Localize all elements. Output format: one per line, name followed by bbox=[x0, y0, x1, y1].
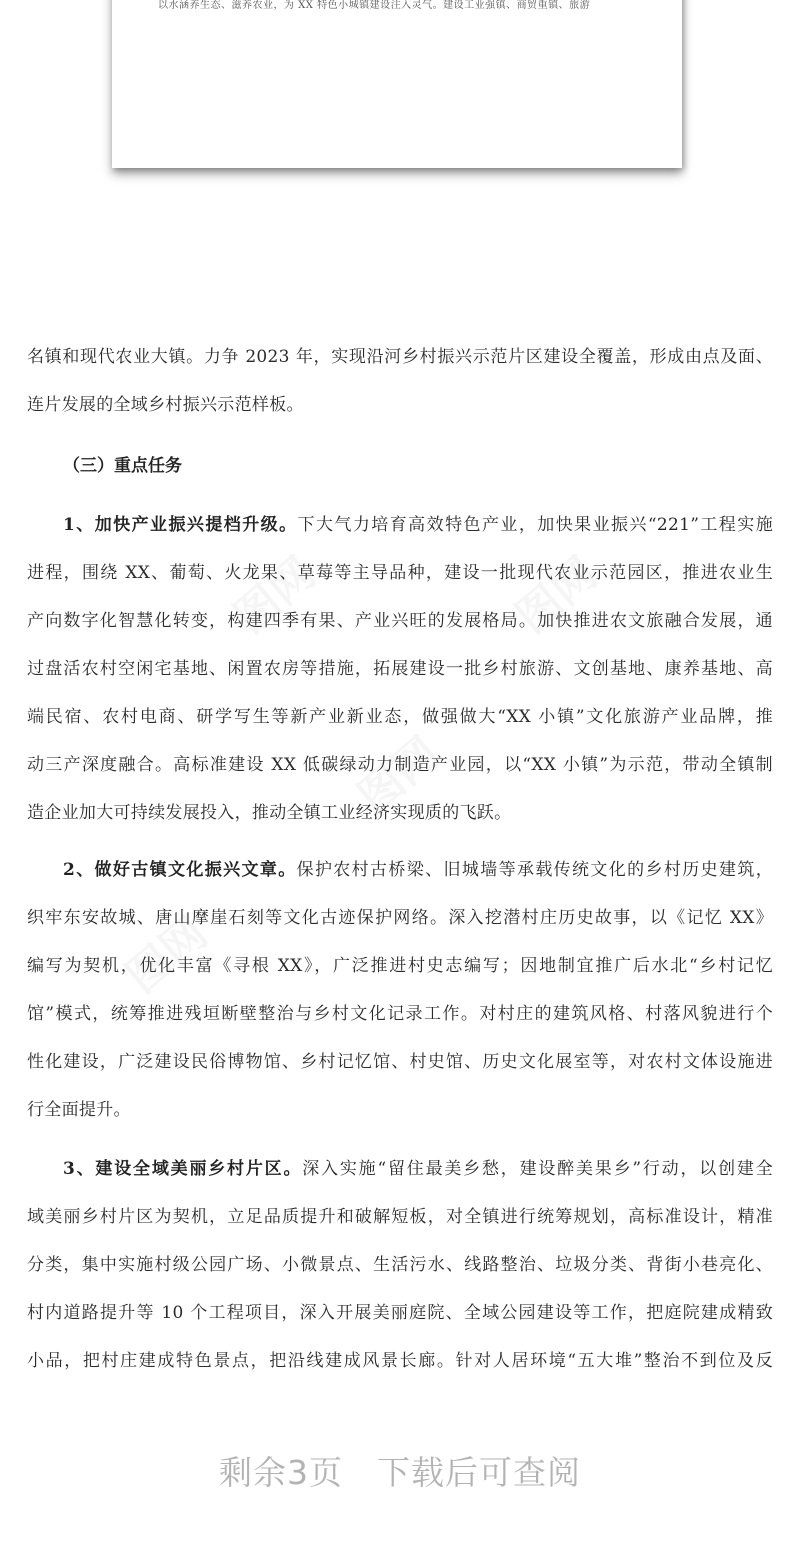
task-3-title: 3、建设全域美丽乡村片区。 bbox=[63, 1159, 303, 1179]
text-line: 织牢东安故城、唐山摩崖石刻等文化古迹保护网络。深入挖潜村庄历史故事，以《记忆 XX》 bbox=[27, 908, 773, 928]
text-line: 行全面提升。 bbox=[27, 1100, 131, 1120]
preview-snippet-text: 以水涵养生态、滋养农业，为 XX 特色小城镇建设注入灵气。建设工业强镇、商贸重镇、旅游 bbox=[158, 0, 591, 11]
page-preview-card bbox=[112, 0, 682, 168]
watermark: 图网 bbox=[506, 547, 607, 644]
text-line: 连片发展的全域乡村振兴示范样板。 bbox=[27, 395, 304, 415]
text-line: 进程，围绕 XX、葡萄、火龙果、草莓等主导品种，建设一批现代农业示范园区，推进农业生 bbox=[27, 563, 773, 583]
remaining-pages-count: 剩余3页 bbox=[219, 1453, 343, 1492]
text-line bbox=[63, 513, 773, 537]
watermark: 图网 bbox=[224, 547, 325, 644]
task-2-title: 2、做好古镇文化振兴文章。 bbox=[63, 860, 297, 880]
text-line: 动三产深度融合。高标准建设 XX 低碳绿动力制造产业园，以“XX 小镇”为示范，带动全镇制 bbox=[27, 755, 773, 775]
task-1-title: 1、加快产业振兴提档升级。 bbox=[63, 515, 298, 535]
text-line: 小品，把村庄建成特色景点，把沿线建成风景长廊。针对人居环境“五大堆”整治不到位及反 bbox=[27, 1351, 773, 1371]
text-line: 域美丽乡村片区为契机，立足品质提升和破解短板，对全镇进行统筹规划，高标准设计，精准 bbox=[27, 1207, 773, 1227]
download-to-view-label: 下载后可查阅 bbox=[377, 1453, 581, 1492]
remaining-pages-banner[interactable] bbox=[0, 1447, 800, 1494]
task-3-first-line: 深入实施“留住最美乡愁，建设醉美果乡”行动，以创建全 bbox=[302, 1159, 773, 1179]
text-line: 名镇和现代农业大镇。力争 2023 年，实现沿河乡村振兴示范片区建设全覆盖，形成由点及面、 bbox=[27, 347, 773, 367]
text-line: 馆”模式，统筹推进残垣断壁整治与乡村文化记录工作。对村庄的建筑风格、村落风貌进行个 bbox=[27, 1004, 773, 1024]
text-line bbox=[63, 1157, 773, 1181]
task-1-first-line: 下大气力培育高效特色产业，加快果业振兴“221”工程实施 bbox=[297, 515, 773, 535]
text-line: 分类，集中实施村级公园广场、小微景点、生活污水、线路整治、垃圾分类、背街小巷亮化、 bbox=[27, 1255, 773, 1275]
text-line: 造企业加大可持续发展投入，推动全镇工业经济实现质的飞跃。 bbox=[27, 803, 512, 823]
text-line: 过盘活农村空闲宅基地、闲置农房等措施，拓展建设一批乡村旅游、文创基地、康养基地、高 bbox=[27, 659, 773, 679]
text-line: 端民宿、农村电商、研学写生等新产业新业态，做强做大“XX 小镇”文化旅游产业品牌，推 bbox=[27, 707, 773, 727]
section-heading: （三）重点任务 bbox=[63, 456, 182, 476]
task-2-first-line: 保护农村古桥梁、旧城墙等承载传统文化的乡村历史建筑， bbox=[296, 860, 773, 880]
watermark: 图网 bbox=[116, 907, 217, 1004]
text-line: 编写为契机，优化丰富《寻根 XX》，广泛推进村史志编写；因地制宜推广后水北“乡村记忆 bbox=[27, 956, 773, 976]
text-line bbox=[63, 858, 773, 882]
text-line: 村内道路提升等 10 个工程项目，深入开展美丽庭院、全域公园建设等工作，把庭院建成精致 bbox=[27, 1303, 773, 1323]
watermark: 图网 bbox=[348, 727, 449, 824]
text-line: 性化建设，广泛建设民俗博物馆、乡村记忆馆、村史馆、历史文化展室等，对农村文体设施进 bbox=[27, 1052, 773, 1072]
text-line: 产向数字化智慧化转变，构建四季有果、产业兴旺的发展格局。加快推进农文旅融合发展，通 bbox=[27, 611, 773, 631]
